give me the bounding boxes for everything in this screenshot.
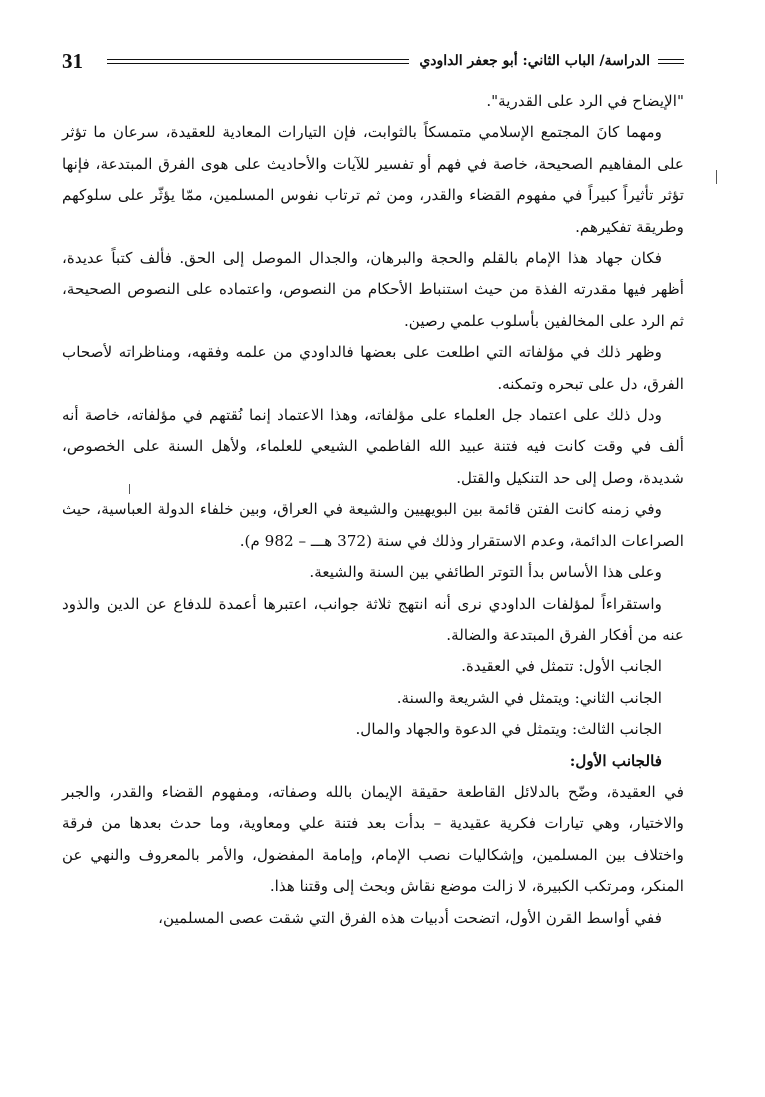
paragraph-9: في العقيدة، وضّح بالدلائل القاطعة حقيقة الإيمان بالله وصفاته، ومفهوم القضاء والقدر، والجبر والاختيار، وهي تيارات فكرية عقيدية – بدأت بعد فتنة علي ومعاوية، وما حدث بعدها من فرقة واختلاف بين المسلمين، وإشكاليات نصب الإمام، وإمامة المفضول، والأمر بالمعروف والنهي عن المنكر، ومرتكب الكبيرة، لا زالت موضع نقاش وبحث إلى وقتنا هذا. [62, 782, 684, 896]
paragraph-3: فكان جهاد هذا الإمام بالقلم والحجة والبرهان، والجدال الموصل إلى الحق. فألف كتباً عديدة، أظهر فيها مقدرته الفذة من حيث استنباط الأحكام من النصوص، واعتماده على النصوص الصحيحة، ثم الرد على المخالفين بأسلوب علمي رصين. [62, 249, 684, 330]
section-heading: فالجانب الأول: [569, 751, 662, 770]
paragraph-7: وعلى هذا الأساس بدأ التوتر الطائفي بين السنة والشيعة. [309, 563, 662, 582]
paragraph-6: وفي زمنه كانت الفتن قائمة بين البويهيين والشيعة في العراق، وبين خلفاء الدولة العباسية، حيث الصراعات الدائمة، وعدم الاستقرار وذلك في سنة (372 هـــ – 982 م). [62, 500, 684, 550]
header-rule-right [658, 59, 684, 64]
aspect-1-line: الجانب الأول: تتمثل في العقيدة. [461, 657, 662, 676]
running-head: الدراسة/ الباب الثاني: أبو جعفر الداودي [419, 53, 650, 69]
page-number: 31 [62, 48, 83, 73]
aspect-2-line: الجانب الثاني: ويتمثل في الشريعة والسنة. [396, 688, 662, 707]
paragraph-10: ففي أواسط القرن الأول، اتضحت أدبيات هذه الفرق التي شقت عصى المسلمين، [158, 908, 662, 927]
paragraph-8: واستقراءاً لمؤلفات الداودي نرى أنه انتهج ثلاثة جوانب، اعتبرها أعمدة للدفاع عن الدين والذود عنه من أفكار الفرق المبتدعة والضالة. [62, 594, 684, 644]
paragraph-2: ومهما كانَ المجتمع الإسلامي متمسكاً بالثوابت، فإن التيارات المعادية للعقيدة، سرعان ما تؤثر على المفاهيم الصحيحة، خاصة في فهم أو تفسير للآيات والأحاديث على هوى الفرق المبتدعة، فإنها تؤثر تأثيراً كبيراً في مفهوم القضاء والقدر، ومن ثم ترتاب نفوس المسلمين، ممّا يؤثّر على سلوكهم وطريقة تفكيرهم. [62, 123, 684, 236]
scan-mark-1 [716, 170, 717, 184]
aspect-3-line: الجانب الثالث: ويتمثل في الدعوة والجهاد والمال. [355, 720, 662, 739]
scan-mark-2 [129, 484, 130, 494]
paragraph-1: "الإيضاح في الرد على القدرية". [486, 92, 684, 110]
body-text [62, 86, 684, 934]
paragraph-4: وظهر ذلك في مؤلفاته التي اطلعت على بعضها فالداودي من علمه وفقهه، ومناظراته لأصحاب الفرق، دل على تبحره وتمكنه. [62, 343, 684, 393]
header-rule-left [107, 59, 409, 64]
page-header [62, 46, 684, 76]
paragraph-5: ودل ذلك على اعتماد جل العلماء على مؤلفاته، وهذا الاعتماد إنما نُقتهم في مؤلفاته، خاصة أنه ألف في وقت كانت فيه فتنة عبيد الله الفاطمي الشيعي للعلماء، ولأهل السنة على الخصوص، شديدة، وصل إلى حد التنكيل والقتل. [62, 406, 684, 487]
